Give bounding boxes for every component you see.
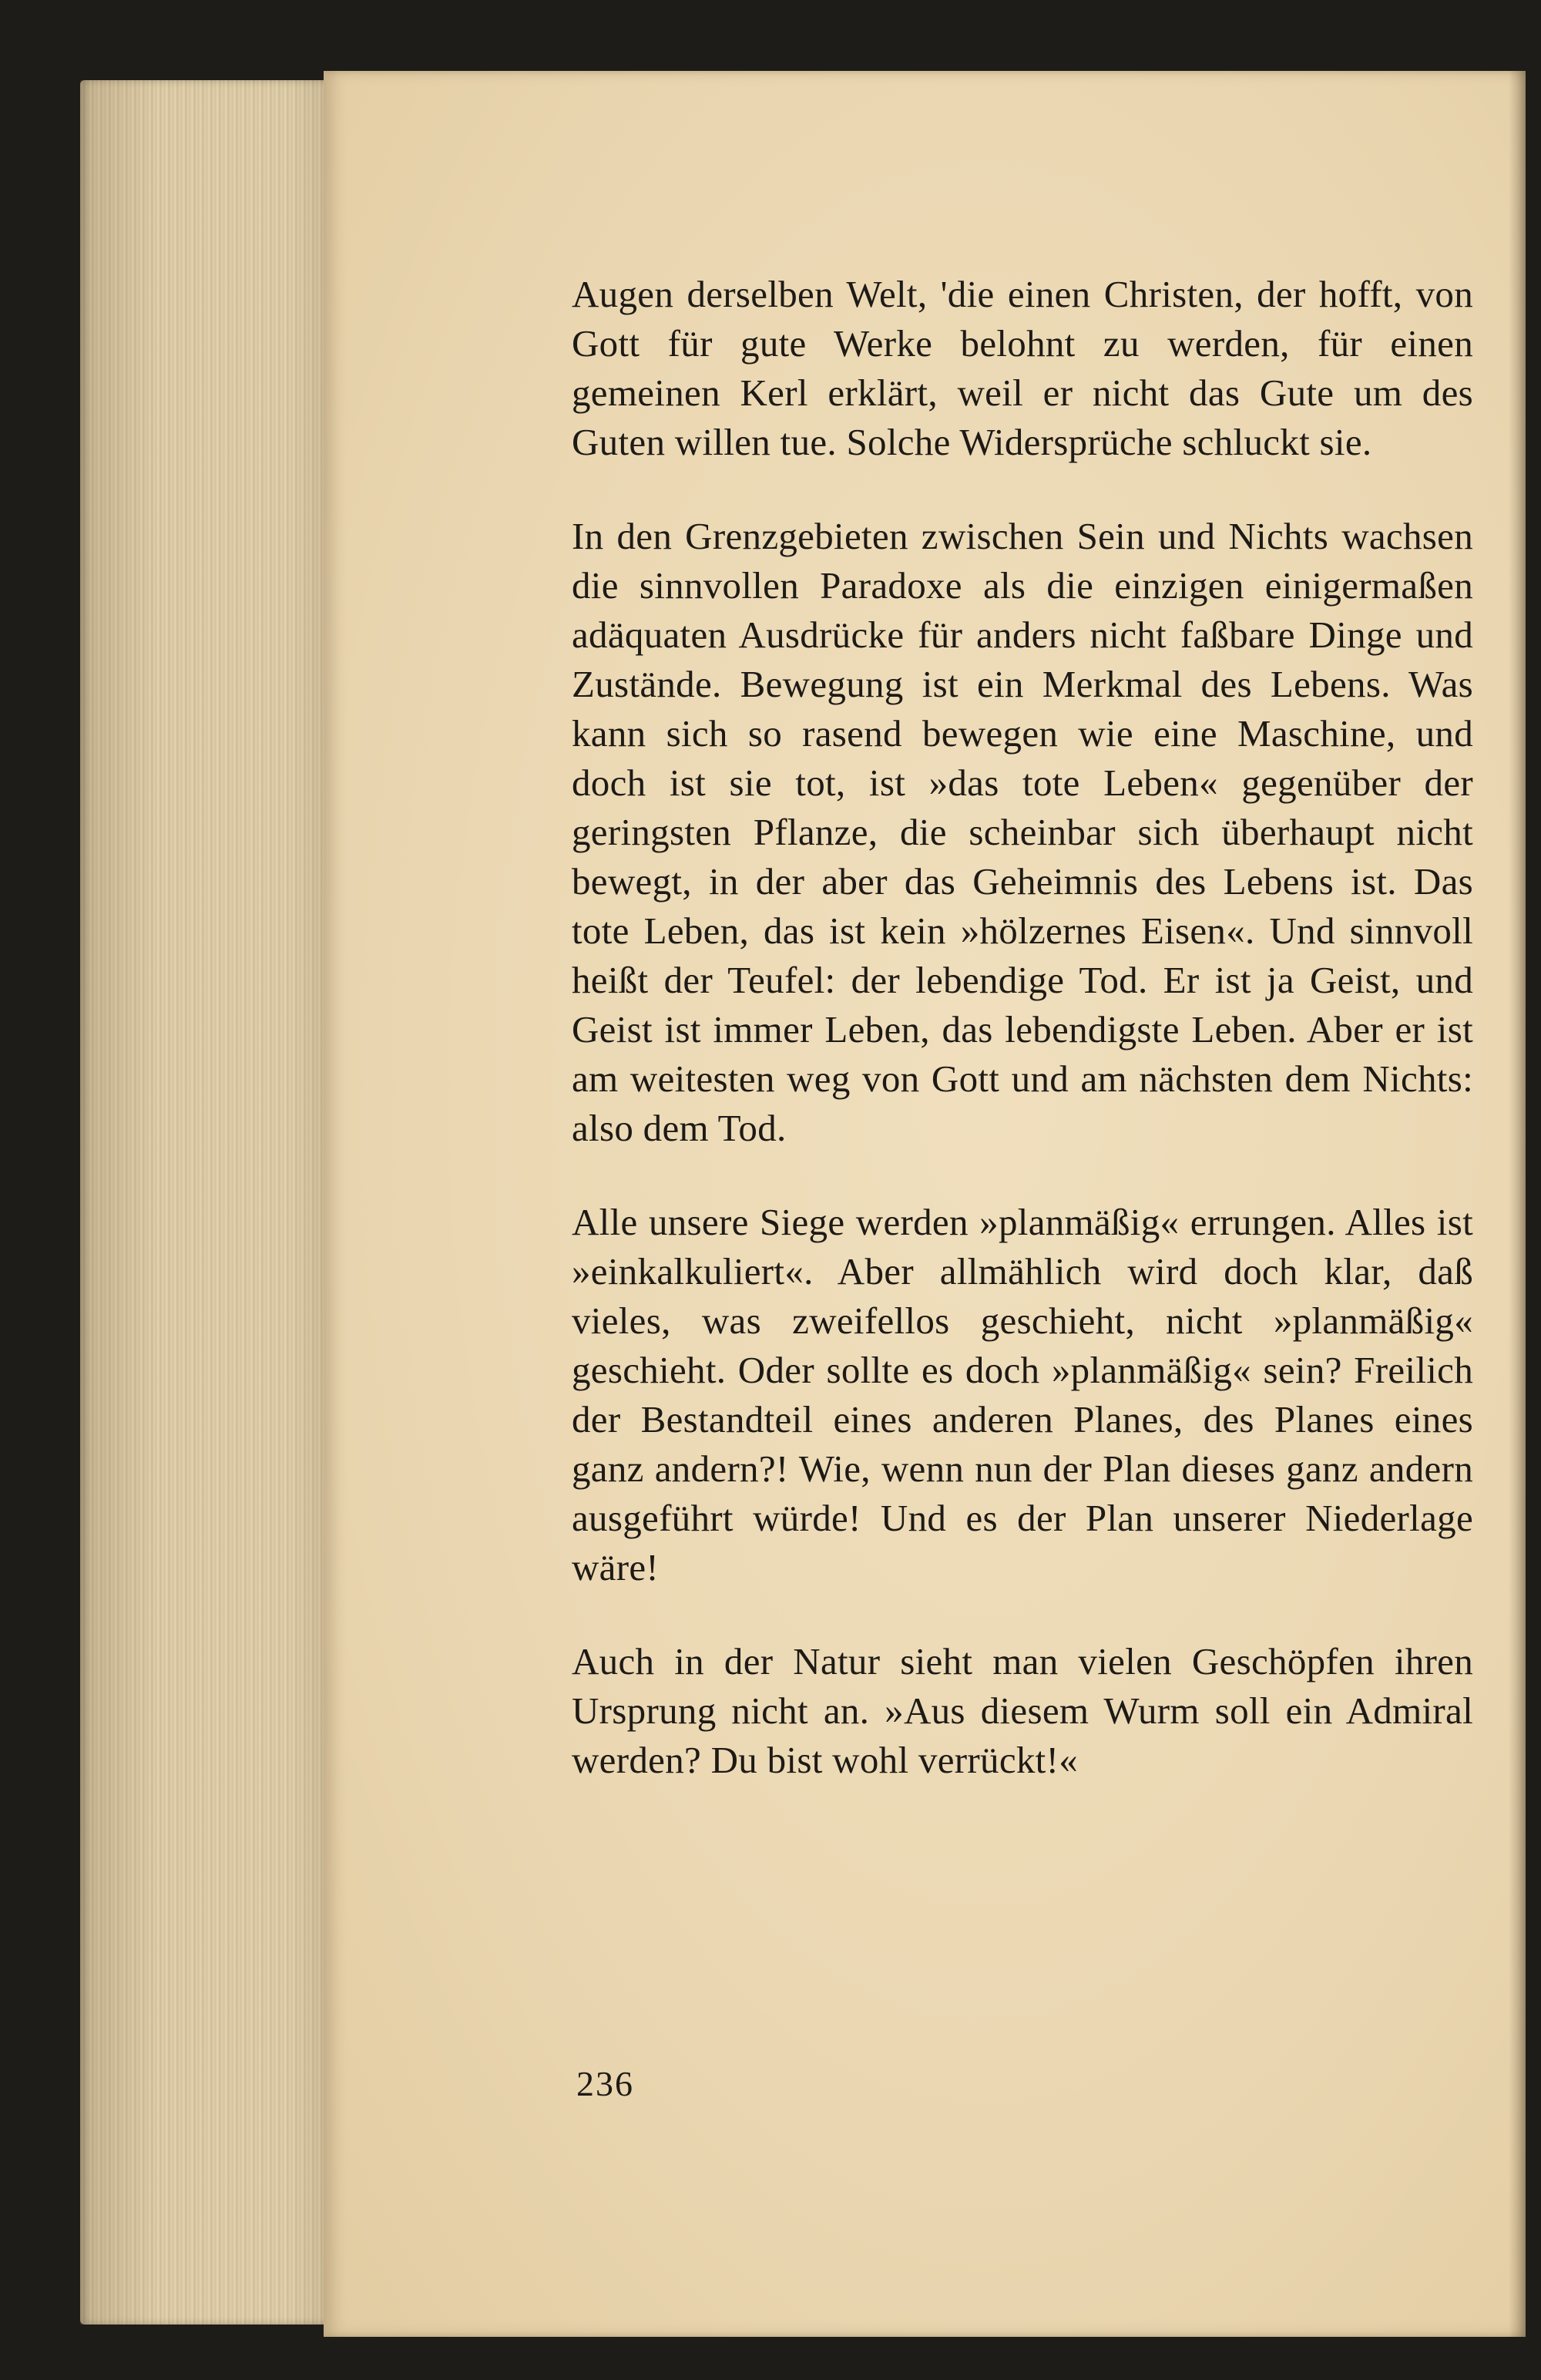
body-text: [572, 270, 1473, 1785]
book-page: [324, 71, 1526, 2337]
paragraph-4: Auch in der Natur sieht man vielen Geschöpfen ihren Ursprung nicht an. »Aus diesem Wurm soll ein Admiral werden? Du bist wohl verrückt!«: [572, 1640, 1473, 1781]
page-edges: [80, 80, 342, 2325]
paragraph-2: In den Grenzgebieten zwischen Sein und Nichts wachsen die sinnvollen Paradoxe als die einzigen einigermaßen adäquaten Ausdrücke für anders nicht faßbare Dinge und Zustände. Bewegung ist ein Merkmal des Lebens. Was kann sich so rasend bewegen wie eine Maschine, und doch ist sie tot, ist »das tote Leben« gegenüber der geringsten Pflanze, die scheinbar sich überhaupt nicht bewegt, in der aber das Geheimnis des Lebens ist. Das tote Leben, das ist kein »hölzernes Eisen«. Und sinnvoll heißt der Teufel: der lebendige Tod. Er ist ja Geist, und Geist ist immer Leben, das lebendigste Leben. Aber er ist am weitesten weg von Gott und am nächsten dem Nichts: also dem Tod.: [572, 515, 1473, 1149]
page-number: 236: [576, 2064, 634, 2103]
paragraph-1: Augen derselben Welt, 'die einen Christen, der hofft, von Gott für gute Werke belohnt zu werden, für einen gemeinen Kerl erklärt, weil er nicht das Gute um des Guten willen tue. Solche Widersprüche schluckt sie.: [572, 273, 1473, 463]
paragraph-3: Alle unsere Siege werden »planmäßig« errungen. Alles ist »einkalkuliert«. Aber allmählich wird doch klar, daß vieles, was zweifellos geschieht, nicht »planmäßig« geschieht. Oder sollte es doch »planmäßig« sein? Freilich der Bestandteil eines anderen Planes, des Planes eines ganz andern?! Wie, wenn nun der Plan dieses ganz andern ausgeführt würde! Und es der Plan unserer Niederlage wäre!: [572, 1201, 1473, 1588]
gutter-shadow: [1509, 71, 1526, 2337]
